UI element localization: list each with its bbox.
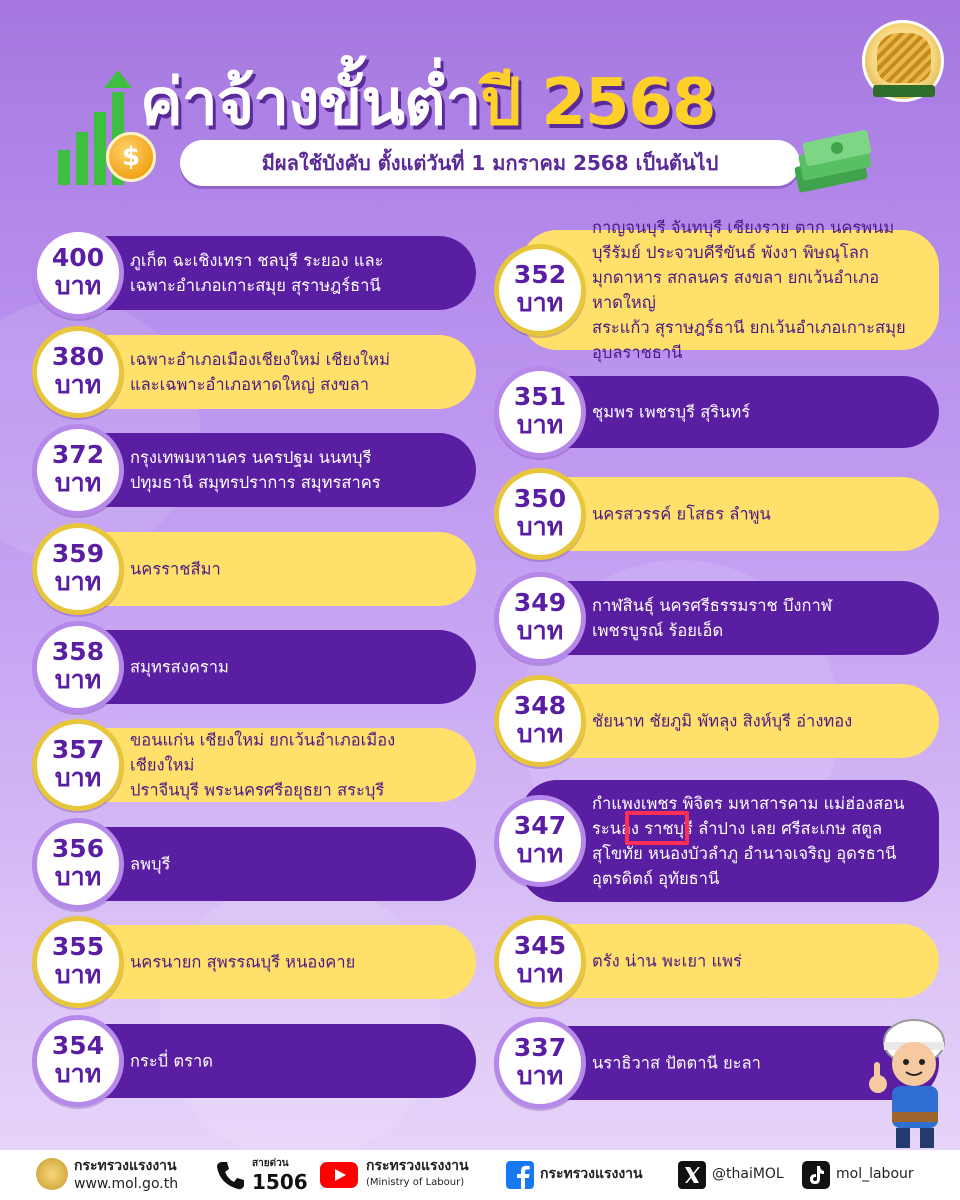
footer-ministry[interactable]: [36, 1150, 206, 1200]
worker-mascot-icon: [862, 1012, 958, 1150]
wage-row: [494, 581, 939, 655]
province-list: [592, 400, 921, 425]
wage-amount-badge: [494, 468, 586, 560]
wage-row: [32, 532, 476, 606]
province-list: [130, 445, 458, 495]
wage-amount-badge: [32, 1015, 124, 1107]
wage-unit: บาท: [54, 468, 102, 497]
wage-row: [494, 218, 939, 362]
wage-amount: 359: [51, 539, 105, 568]
province-line: เฉพาะอำเภอเมืองเชียงใหม่ เชียงใหม่: [130, 350, 390, 369]
province-line: ชัยนาท ชัยภูมิ พัทลุง สิงห์บุรี อ่างทอง: [592, 711, 853, 731]
province-list: [592, 709, 921, 734]
wage-unit: บาท: [54, 370, 102, 399]
wage-amount-badge: [32, 916, 124, 1008]
wage-unit: บาท: [54, 271, 102, 300]
province-line: มุกดาหาร สกลนคร สงขลา ยกเว้นอำเภอหาดใหญ่: [592, 268, 880, 312]
wage-amount-badge: [494, 675, 586, 767]
province-line: กำแพงเพชร พิจิตร มหาสารคาม แม่ฮ่องสอน: [592, 794, 905, 813]
wage-amount: 345: [513, 931, 567, 960]
x-twitter-icon: [678, 1161, 706, 1189]
province-line: นครนายก สุพรรณบุรี หนองคาย: [130, 952, 356, 972]
facebook-icon: [506, 1161, 534, 1189]
footer-hotline-number: 1506: [252, 1170, 308, 1194]
wage-amount-badge: [494, 795, 586, 887]
province-line: ชุมพร เพชรบุรี สุรินทร์: [592, 402, 751, 422]
background-bubble: [160, 880, 440, 1160]
wage-row: [32, 1024, 476, 1098]
wage-amount-badge: [32, 719, 124, 811]
footer-hotline-label: สายด่วน: [252, 1158, 289, 1169]
province-line: สุโขทัย หนองบัวลำภู อำนาจเจริญ อุดรธานี: [592, 844, 897, 863]
wage-unit: บาท: [516, 288, 564, 317]
province-list: [130, 1049, 458, 1074]
tiktok-icon: [802, 1161, 830, 1189]
wage-row: [32, 925, 476, 999]
province-list: [130, 557, 458, 582]
effective-date-subtitle: มีผลใช้บังคับ ตั้งแต่วันที่ 1 มกราคม 2568 เป็นต้นไป: [261, 151, 719, 175]
wage-row: [494, 376, 939, 448]
province-list: [130, 852, 458, 877]
youtube-icon: [320, 1162, 358, 1188]
province-line: กาฬสินธุ์ นครศรีธรรมราช บึงกาฬ: [592, 596, 833, 615]
province-list: [130, 655, 458, 680]
highlight-box: [625, 811, 689, 845]
province-line: สมุทรสงคราม: [130, 657, 229, 677]
wage-row: [32, 335, 476, 409]
money-stack-icon: [790, 130, 874, 194]
province-line: เฉพาะอำเภอเกาะสมุย สุราษฎร์ธานี: [130, 276, 381, 295]
wage-unit: บาท: [516, 719, 564, 748]
wage-amount: 347: [513, 811, 567, 840]
wage-amount: 356: [51, 834, 105, 863]
footer-facebook-name: กระทรวงแรงงาน: [540, 1166, 643, 1182]
ministry-logo-icon: [36, 1158, 68, 1190]
wage-amount-badge: [32, 326, 124, 418]
province-line: อุบลราชธานี: [592, 343, 683, 362]
wage-unit: บาท: [54, 862, 102, 891]
province-line: ตรัง น่าน พะเยา แพร่: [592, 951, 742, 971]
wage-row: [32, 236, 476, 310]
province-line: นครราชสีมา: [130, 559, 221, 579]
wage-amount-badge: [494, 244, 586, 336]
footer-tiktok[interactable]: [802, 1150, 932, 1200]
footer-ministry-name: กระทรวงแรงงาน: [74, 1158, 177, 1174]
province-line: ลพบุรี: [130, 854, 171, 874]
province-list: [130, 950, 458, 975]
province-line: ปราจีนบุรี พระนครศรีอยุธยา สระบุรี: [130, 780, 385, 800]
province-line: กรุงเทพมหานคร นครปฐม นนทบุรี: [130, 448, 372, 467]
wage-unit: บาท: [54, 1059, 102, 1088]
wage-amount: 349: [513, 588, 567, 617]
wage-unit: บาท: [516, 959, 564, 988]
wage-row: [494, 924, 939, 998]
wage-amount: 380: [51, 342, 105, 371]
wage-row: [32, 827, 476, 901]
province-line: ภูเก็ต ฉะเชิงเทรา ชลบุรี ระยอง และ: [130, 251, 384, 270]
wage-amount-badge: [32, 621, 124, 713]
wage-amount: 355: [51, 932, 105, 961]
wage-amount: 348: [513, 691, 567, 720]
wage-amount: 351: [513, 382, 567, 411]
province-line: นครสวรรค์ ยโสธร ลำพูน: [592, 504, 771, 524]
province-list: [592, 215, 921, 365]
wage-row: [32, 630, 476, 704]
wage-row: [32, 433, 476, 507]
wage-amount-badge: [494, 572, 586, 664]
wage-amount-badge: [494, 366, 586, 458]
province-line: สระแก้ว สุราษฎร์ธานี ยกเว้นอำเภอเกาะสมุย: [592, 318, 906, 337]
footer-youtube-name: กระทรวงแรงงาน: [366, 1158, 469, 1174]
province-list: [592, 502, 921, 527]
footer-youtube[interactable]: [320, 1150, 500, 1200]
title-main: ค่าจ้างขั้นต่ำ: [140, 66, 481, 140]
province-list: [130, 248, 458, 298]
wage-row: [494, 780, 939, 902]
wage-unit: บาท: [54, 763, 102, 792]
wage-amount-badge: [32, 227, 124, 319]
wage-unit: บาท: [54, 960, 102, 989]
wage-unit: บาท: [516, 1061, 564, 1090]
coin-icon: $: [106, 132, 156, 182]
wage-amount: 354: [51, 1031, 105, 1060]
footer-youtube-sub: (Ministry of Labour): [366, 1177, 465, 1188]
footer-x-handle: @thaiMOL: [712, 1166, 784, 1182]
title-year: ปี 2568: [480, 66, 716, 140]
province-line: กาญจนบุรี จันทบุรี เชียงราย ตาก นครพนม: [592, 218, 895, 237]
footer-facebook[interactable]: [506, 1150, 672, 1200]
wage-amount: 372: [51, 440, 105, 469]
wage-row: [494, 684, 939, 758]
footer-x[interactable]: [678, 1150, 796, 1200]
wage-unit: บาท: [516, 410, 564, 439]
footer-hotline[interactable]: [214, 1150, 310, 1200]
province-list: [592, 593, 921, 643]
wage-row: [32, 728, 476, 802]
footer-website: www.mol.go.th: [74, 1176, 179, 1192]
wage-unit: บาท: [54, 567, 102, 596]
province-line: กระบี่ ตราด: [130, 1051, 213, 1071]
wage-amount: 400: [51, 243, 105, 272]
wage-unit: บาท: [516, 616, 564, 645]
wage-amount-badge: [494, 915, 586, 1007]
phone-icon: [214, 1158, 248, 1192]
province-list: [592, 949, 921, 974]
province-line: อุตรดิตถ์ อุทัยธานี: [592, 869, 720, 888]
province-line: นราธิวาส ปัตตานี ยะลา: [592, 1053, 761, 1073]
province-line: ปทุมธานี สมุทรปราการ สมุทรสาคร: [130, 473, 381, 492]
wage-unit: บาท: [516, 839, 564, 868]
province-line: บุรีรัมย์ ประจวบคีรีขันธ์ พังงา พิษณุโลก: [592, 243, 869, 262]
wage-amount: 358: [51, 637, 105, 666]
footer-tiktok-handle: mol_labour: [836, 1166, 914, 1182]
wage-amount: 350: [513, 484, 567, 513]
province-list: [130, 347, 458, 397]
wage-amount: 337: [513, 1033, 567, 1062]
wage-amount: 352: [513, 260, 567, 289]
province-line: ขอนแก่น เชียงใหม่ ยกเว้นอำเภอเมืองเชียงใหม่: [130, 730, 396, 775]
province-line: เพชรบูรณ์ ร้อยเอ็ด: [592, 621, 724, 640]
wage-amount-badge: [32, 424, 124, 516]
wage-amount-badge: [32, 818, 124, 910]
wage-unit: บาท: [54, 665, 102, 694]
wage-amount-badge: [494, 1017, 586, 1109]
wage-amount: 357: [51, 735, 105, 764]
province-list: [130, 728, 458, 803]
province-line: และเฉพาะอำเภอหาดใหญ่ สงขลา: [130, 375, 369, 394]
ministry-seal-logo: [862, 20, 944, 102]
page-title: [140, 58, 840, 148]
wage-unit: บาท: [516, 512, 564, 541]
wage-amount-badge: [32, 523, 124, 615]
province-line: ระนอง ราชบุรี ลำปาง เลย ศรีสะเกษ สตูล: [592, 819, 883, 838]
wage-row: [494, 477, 939, 551]
